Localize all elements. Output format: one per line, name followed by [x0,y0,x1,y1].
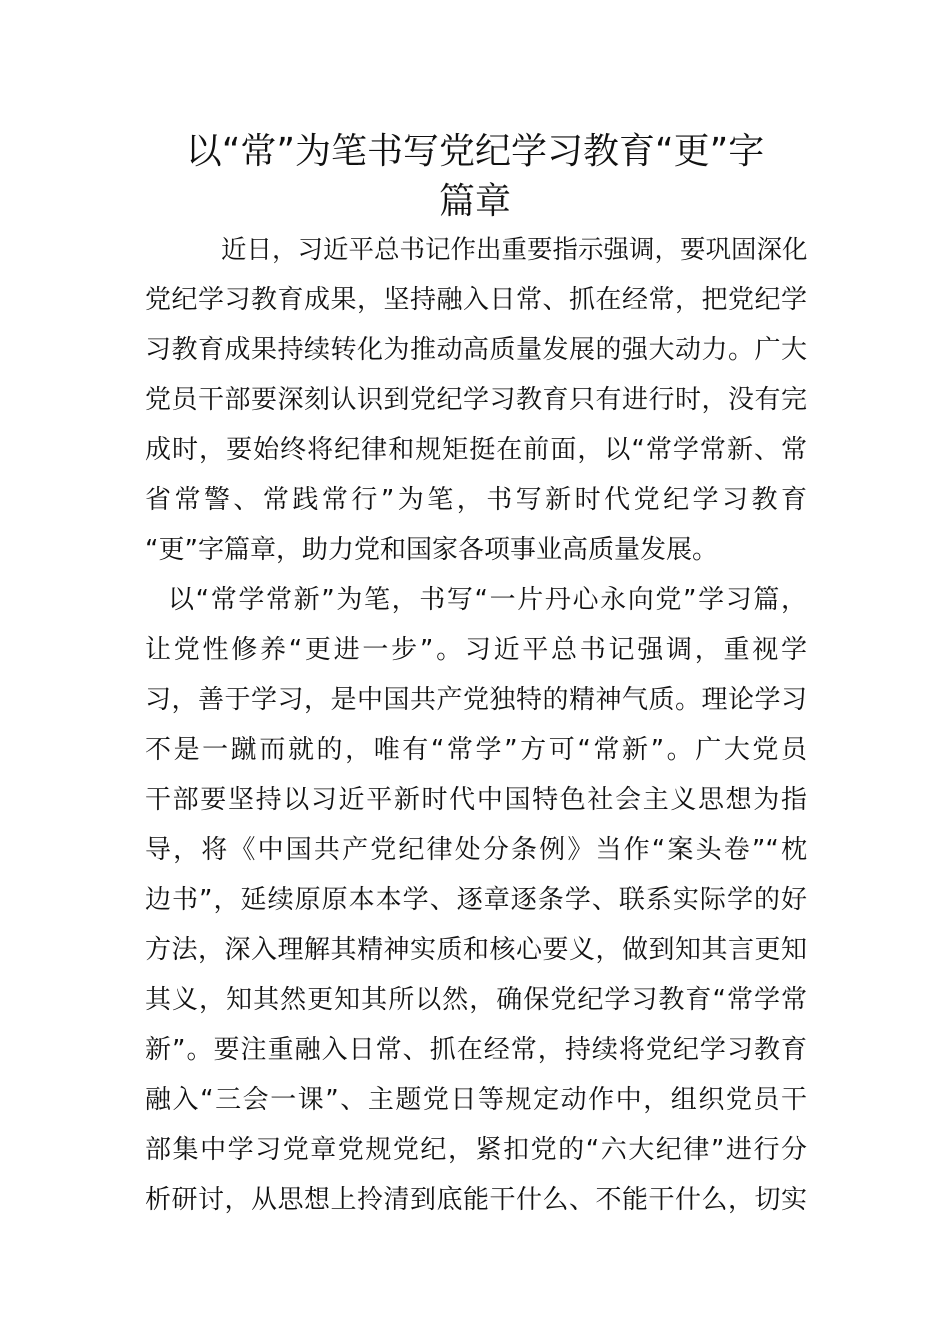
paragraph-1-line: “更”字篇章，助力党和国家各项事业高质量发展。 [145,535,718,565]
paragraph-2-line: 让党性修养“更进一步”。习近平总书记强调，重视学 [145,635,807,665]
paragraph-2-line: 部集中学习党章党规党纪，紧扣党的“六大纪律”进行分 [145,1135,807,1165]
document-title-line-1: 以“常”为笔书写党纪学习教育“更”字 [185,131,765,172]
paragraph-2-line: 习，善于学习，是中国共产党独特的精神气质。理论学习 [145,685,807,715]
paragraph-2-line: 融入“三会一课”、主题党日等规定动作中，组织党员干 [145,1085,807,1115]
paragraph-2-line: 边书”，延续原原本本学、逐章逐条学、联系实际学的好 [145,885,807,915]
paragraph-1-line: 党员干部要深刻认识到党纪学习教育只有进行时，没有完 [145,385,807,415]
paragraph-2-line: 干部要坚持以习近平新时代中国特色社会主义思想为指 [145,785,807,815]
paragraph-2-line: 析研讨，从思想上拎清到底能干什么、不能干什么，切实 [145,1185,807,1215]
paragraph-1-line: 习教育成果持续转化为推动高质量发展的强大动力。广大 [145,335,807,365]
paragraph-2-line: 导，将《中国共产党纪律处分条例》当作“案头卷”“枕 [145,835,807,865]
document-title-line-2: 篇章 [438,181,511,222]
paragraph-2-line: 其义，知其然更知其所以然，确保党纪学习教育“常学常 [145,985,807,1015]
paragraph-1-line: 省常警、常践常行”为笔，书写新时代党纪学习教育 [145,485,807,515]
paragraph-2-line: 以“常学常新”为笔，书写“一片丹心永向党”学习篇， [168,585,807,615]
paragraph-2-line: 方法，深入理解其精神实质和核心要义，做到知其言更知 [145,935,807,965]
paragraph-2-line: 新”。要注重融入日常、抓在经常，持续将党纪学习教育 [145,1035,807,1065]
paragraph-1-line: 成时，要始终将纪律和规矩挺在前面，以“常学常新、常 [145,435,807,465]
paragraph-1-line: 近日，习近平总书记作出重要指示强调，要巩固深化 [221,235,808,265]
paragraph-2-line: 不是一蹴而就的，唯有“常学”方可“常新”。广大党员 [145,735,807,765]
paragraph-1-line: 党纪学习教育成果，坚持融入日常、抓在经常，把党纪学 [145,285,807,315]
